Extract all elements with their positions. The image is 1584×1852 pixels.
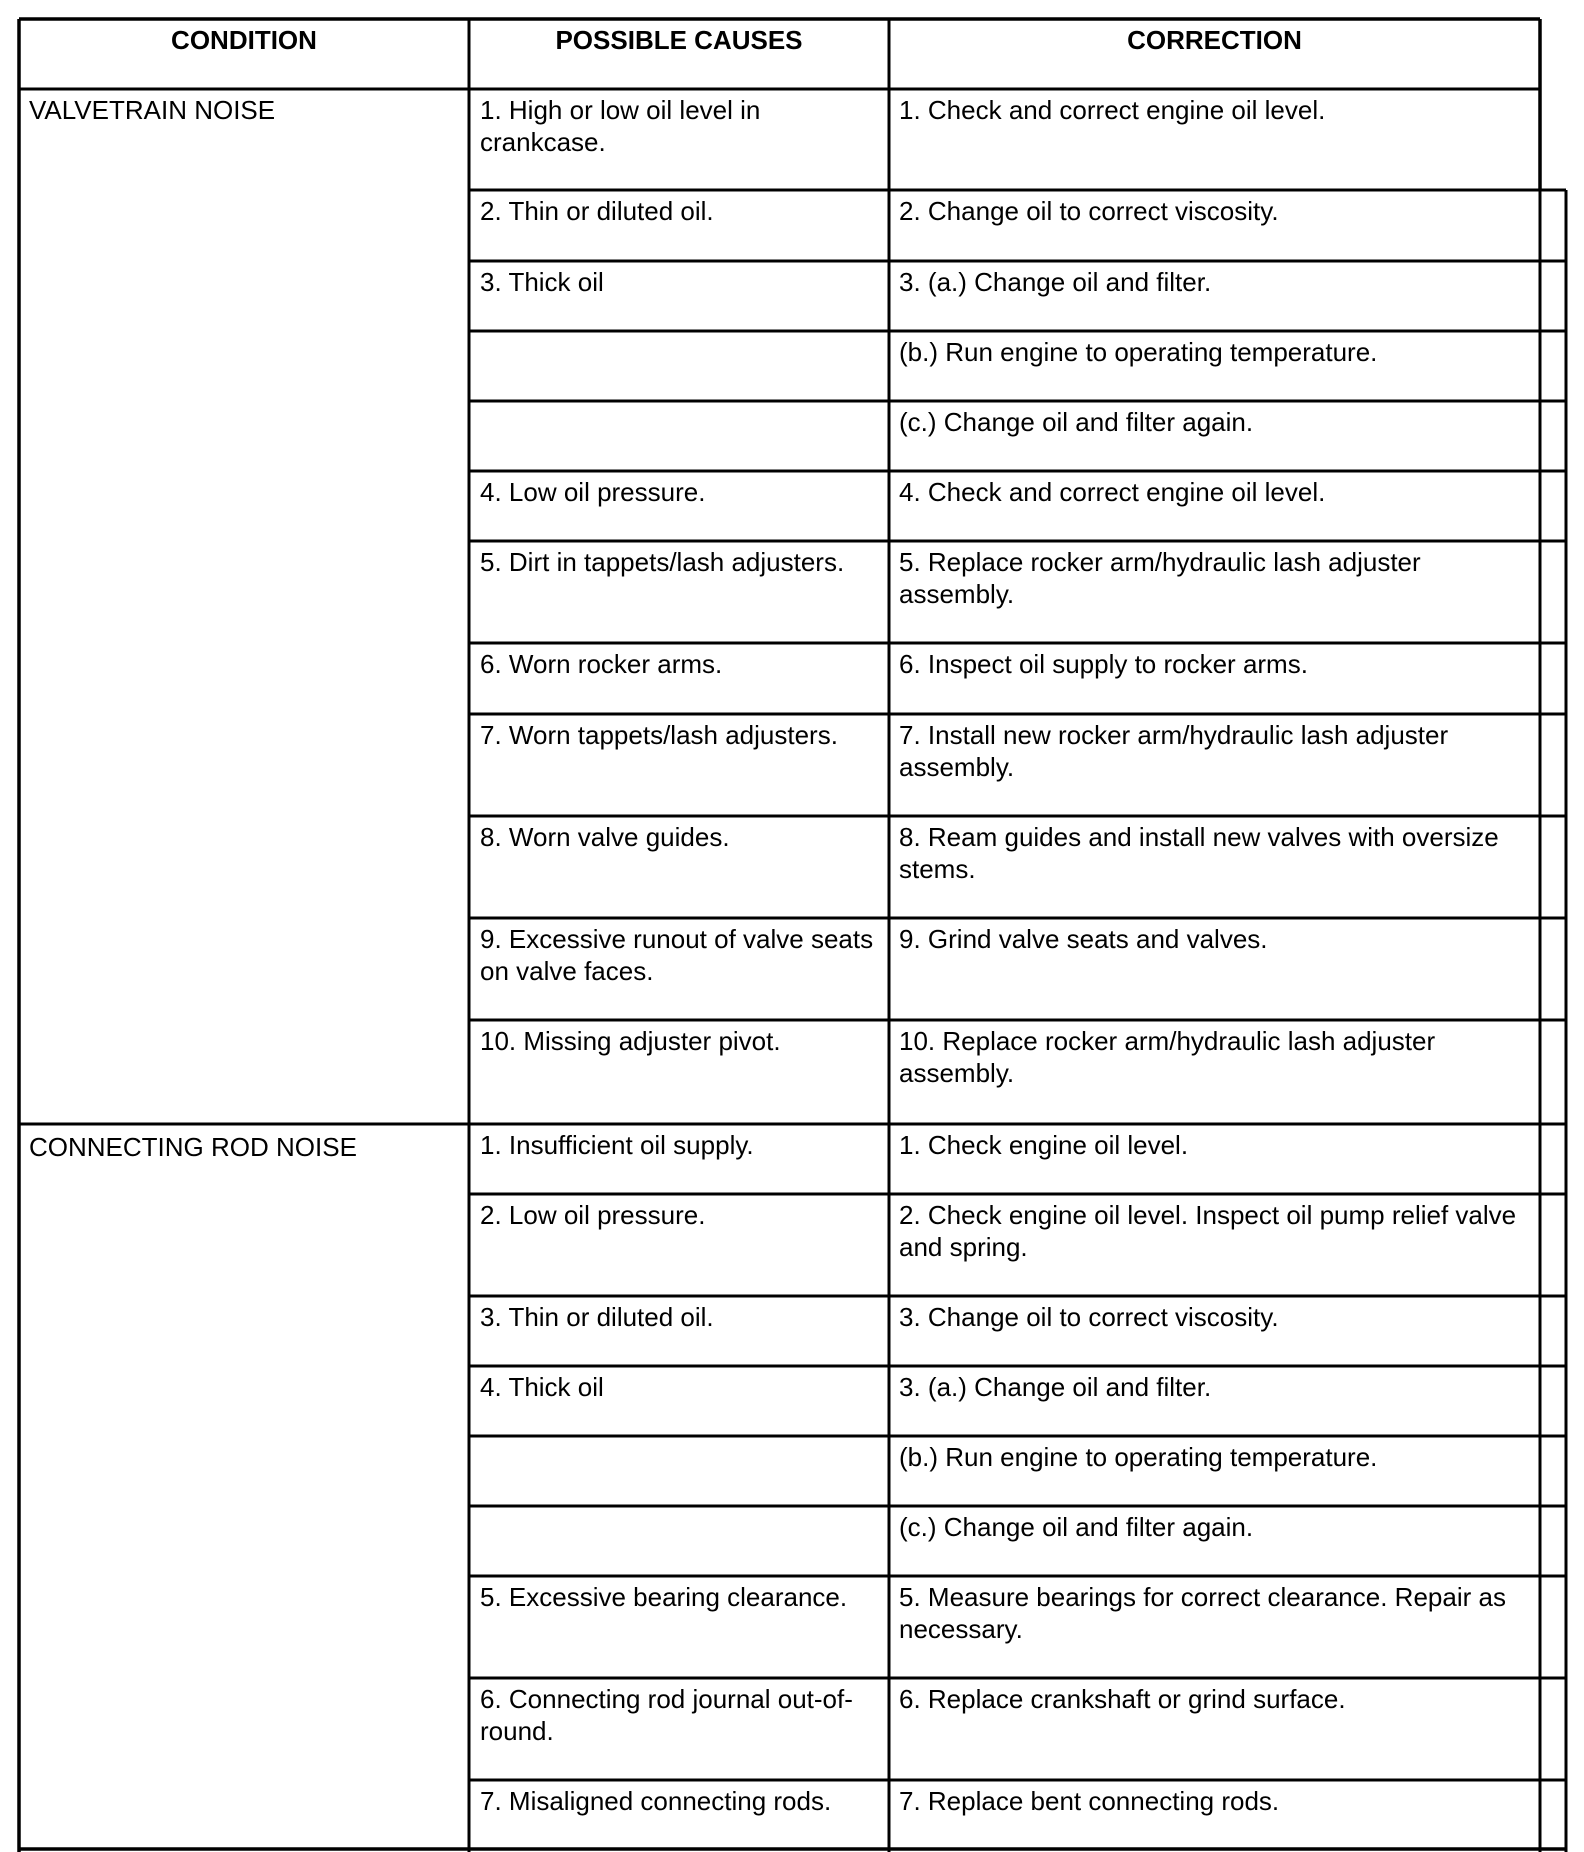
correction-cell: (b.) Run engine to operating temperature. — [899, 337, 1378, 367]
correction-cell: 6. Replace crankshaft or grind surface. — [899, 1684, 1346, 1714]
header-condition: CONDITION — [171, 25, 317, 55]
cause-cell: 3. Thick oil — [480, 267, 604, 297]
cause-cell: 7. Misaligned connecting rods. — [480, 1786, 832, 1816]
correction-cell: 7. Install new rocker arm/hydraulic lash adjuster assembly. — [899, 720, 1449, 782]
cause-cell: 4. Low oil pressure. — [480, 477, 706, 507]
cause-cell: 3. Thin or diluted oil. — [480, 1302, 714, 1332]
cause-cell: 2. Low oil pressure. — [480, 1200, 706, 1230]
cause-cell: 5. Excessive bearing clearance. — [480, 1582, 848, 1612]
cause-cell: 7. Worn tappets/lash adjusters. — [480, 720, 838, 750]
correction-cell: 1. Check engine oil level. — [899, 1130, 1189, 1160]
correction-cell: 5. Replace rocker arm/hydraulic lash adjuster assembly. — [899, 547, 1421, 609]
header-correction: CORRECTION — [1127, 25, 1302, 55]
cause-cell: 8. Worn valve guides. — [480, 822, 730, 852]
correction-cell: 3. (a.) Change oil and filter. — [899, 1372, 1212, 1402]
cause-cell: 5. Dirt in tappets/lash adjusters. — [480, 547, 845, 577]
cause-cell: 6. Worn rocker arms. — [480, 649, 723, 679]
correction-cell: 1. Check and correct engine oil level. — [899, 95, 1326, 125]
correction-cell: 7. Replace bent connecting rods. — [899, 1786, 1280, 1816]
correction-cell: 3. (a.) Change oil and filter. — [899, 267, 1212, 297]
condition-connecting-rod-noise: CONNECTING ROD NOISE — [29, 1132, 357, 1162]
correction-cell: (c.) Change oil and filter again. — [899, 407, 1254, 437]
correction-cell: 10. Replace rocker arm/hydraulic lash adjuster assembly. — [899, 1026, 1436, 1088]
correction-cell: 6. Inspect oil supply to rocker arms. — [899, 649, 1308, 679]
cause-cell: 9. Excessive runout of valve seats on valve faces. — [480, 924, 874, 986]
cause-cell: 10. Missing adjuster pivot. — [480, 1026, 781, 1056]
correction-cell: 5. Measure bearings for correct clearance. Repair as necessary. — [899, 1582, 1506, 1644]
correction-cell: (b.) Run engine to operating temperature. — [899, 1442, 1378, 1472]
correction-cell: 9. Grind valve seats and valves. — [899, 924, 1268, 954]
correction-cell: 4. Check and correct engine oil level. — [899, 477, 1326, 507]
cause-cell: 2. Thin or diluted oil. — [480, 196, 714, 226]
cause-cell: 4. Thick oil — [480, 1372, 604, 1402]
cause-cell: 1. Insufficient oil supply. — [480, 1130, 754, 1160]
cause-cell: 6. Connecting rod journal out-of-round. — [480, 1684, 853, 1746]
header-possible-causes: POSSIBLE CAUSES — [555, 25, 803, 55]
correction-cell: (c.) Change oil and filter again. — [899, 1512, 1254, 1542]
correction-cell: 8. Ream guides and install new valves with oversize stems. — [899, 822, 1499, 884]
correction-cell: 2. Change oil to correct viscosity. — [899, 196, 1279, 226]
correction-cell: 3. Change oil to correct viscosity. — [899, 1302, 1279, 1332]
correction-cell: 2. Check engine oil level. Inspect oil pump relief valve and spring. — [899, 1200, 1517, 1262]
cause-cell: 1. High or low oil level in crankcase. — [480, 95, 761, 157]
condition-valvetrain-noise: VALVETRAIN NOISE — [29, 95, 276, 125]
